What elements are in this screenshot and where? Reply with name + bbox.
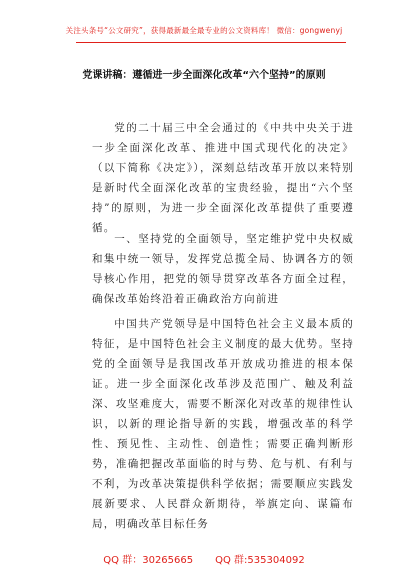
body-paragraph-2 (92, 229, 354, 309)
qq-group-1: QQ 群：30265665 (103, 555, 194, 566)
qq-group-2: QQ 群:535304092 (215, 555, 305, 566)
header-divider (76, 42, 346, 43)
body-paragraph-1 (92, 118, 354, 238)
paragraph-text: 中国共产党领导是中国特色社会主义最本质的特征，是中国特色社会主义制度的最大优势。坚持党的全面领导是我国改革开放成功推进的根本保证。进一步全面深化改革涉及范围广、触及利益深、攻坚难度大，需要不断深化对改革的规律性认识，以新的理论指导新的实践，增强改革的科学性、预见性、主动性、创造性；需要正确判断形势，准确把握改革面临的时与势、危与机、有利与不利，为改革决策提供科学依据；需要顺应实践发展新要求、人民群众新期待，举旗定向、谋篇布局，明确改革目标任务 (92, 318, 354, 530)
qq-group-footer (0, 551, 408, 566)
promo-header: 关注头条号“公文研究”，获得最新最全最专业的公文资料库！ 微信：gongwenyj (65, 26, 343, 35)
paragraph-text: 一、坚持党的全面领导，坚定维护党中央权威和集中统一领导，发挥党总揽全局、协调各方的领导核心作用，把党的领导贯穿改革各方面全过程，确保改革始终沿着正确政治方向前进 (92, 233, 354, 305)
document-title: 党课讲稿：遵循进一步全面深化改革“六个坚持”的原则 (82, 70, 326, 81)
body-paragraph-3 (92, 314, 354, 534)
paragraph-text: 党的二十届三中全会通过的《中共中央关于进一步全面深化改革、推进中国式现代化的决定》（以下简称《决定》），深刻总结改革开放以来特别是新时代全面深化改革的宝贵经验，提出“六个坚持”的原则，为进一步全面深化改革提供了重要遵循。 (92, 122, 354, 234)
